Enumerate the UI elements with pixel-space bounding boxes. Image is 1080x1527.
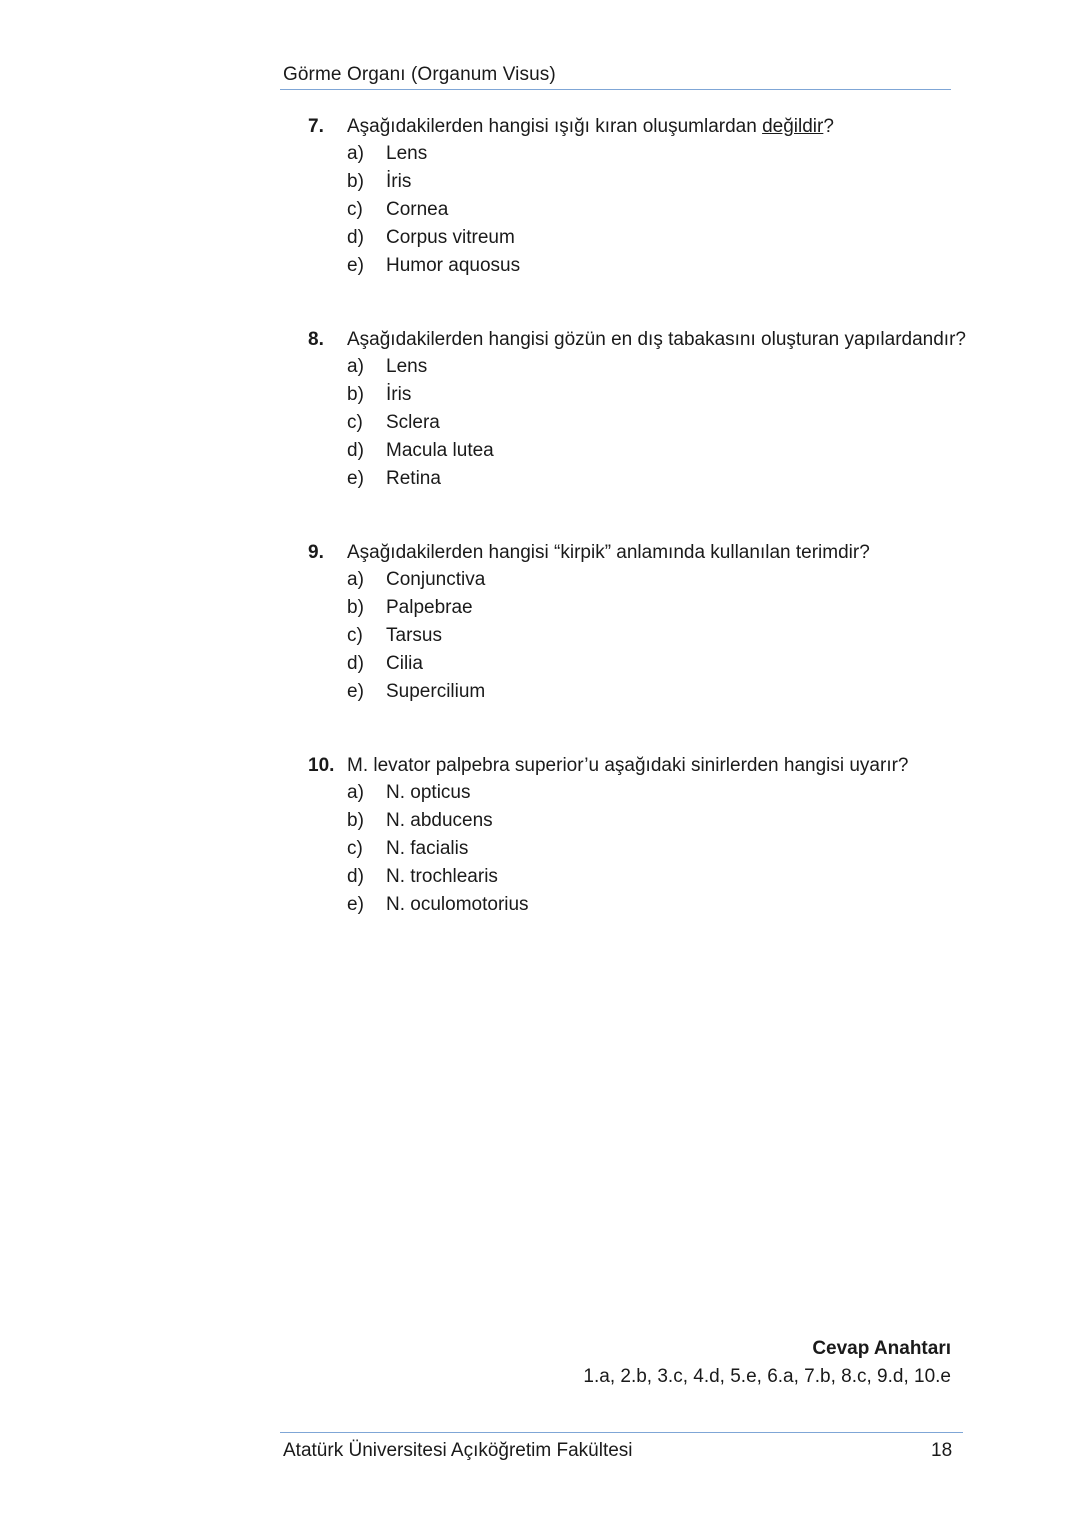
footer-divider [280,1432,963,1433]
question-number: 10. [308,755,335,776]
question-text: Aşağıdakilerden hangisi gözün en dış tabakasını oluşturan yapılardandır? [347,329,966,350]
question-number: 7. [308,116,324,137]
answer-key-values: 1.a, 2.b, 3.c, 4.d, 5.e, 6.a, 7.b, 8.c, 9.d, 10.e [583,1366,951,1387]
page-number: 18 [931,1440,953,1461]
question-text: Aşağıdakilerden hangisi ışığı kıran oluşumlardan değildir? [347,116,834,137]
question-number: 9. [308,542,324,563]
underlined-emphasis: değildir [762,116,824,137]
answer-key-title: Cevap Anahtarı [812,1338,951,1359]
header-divider [280,89,951,90]
question-number: 8. [308,329,324,350]
question-text: M. levator palpebra superior’u aşağıdaki sinirlerden hangisi uyarır? [347,755,909,776]
footer-institution: Atatürk Üniversitesi Açıköğretim Fakültesi [283,1440,633,1461]
page-header-title: Görme Organı (Organum Visus) [283,64,556,85]
question-text: Aşağıdakilerden hangisi “kirpik” anlamında kullanılan terimdir? [347,542,870,563]
